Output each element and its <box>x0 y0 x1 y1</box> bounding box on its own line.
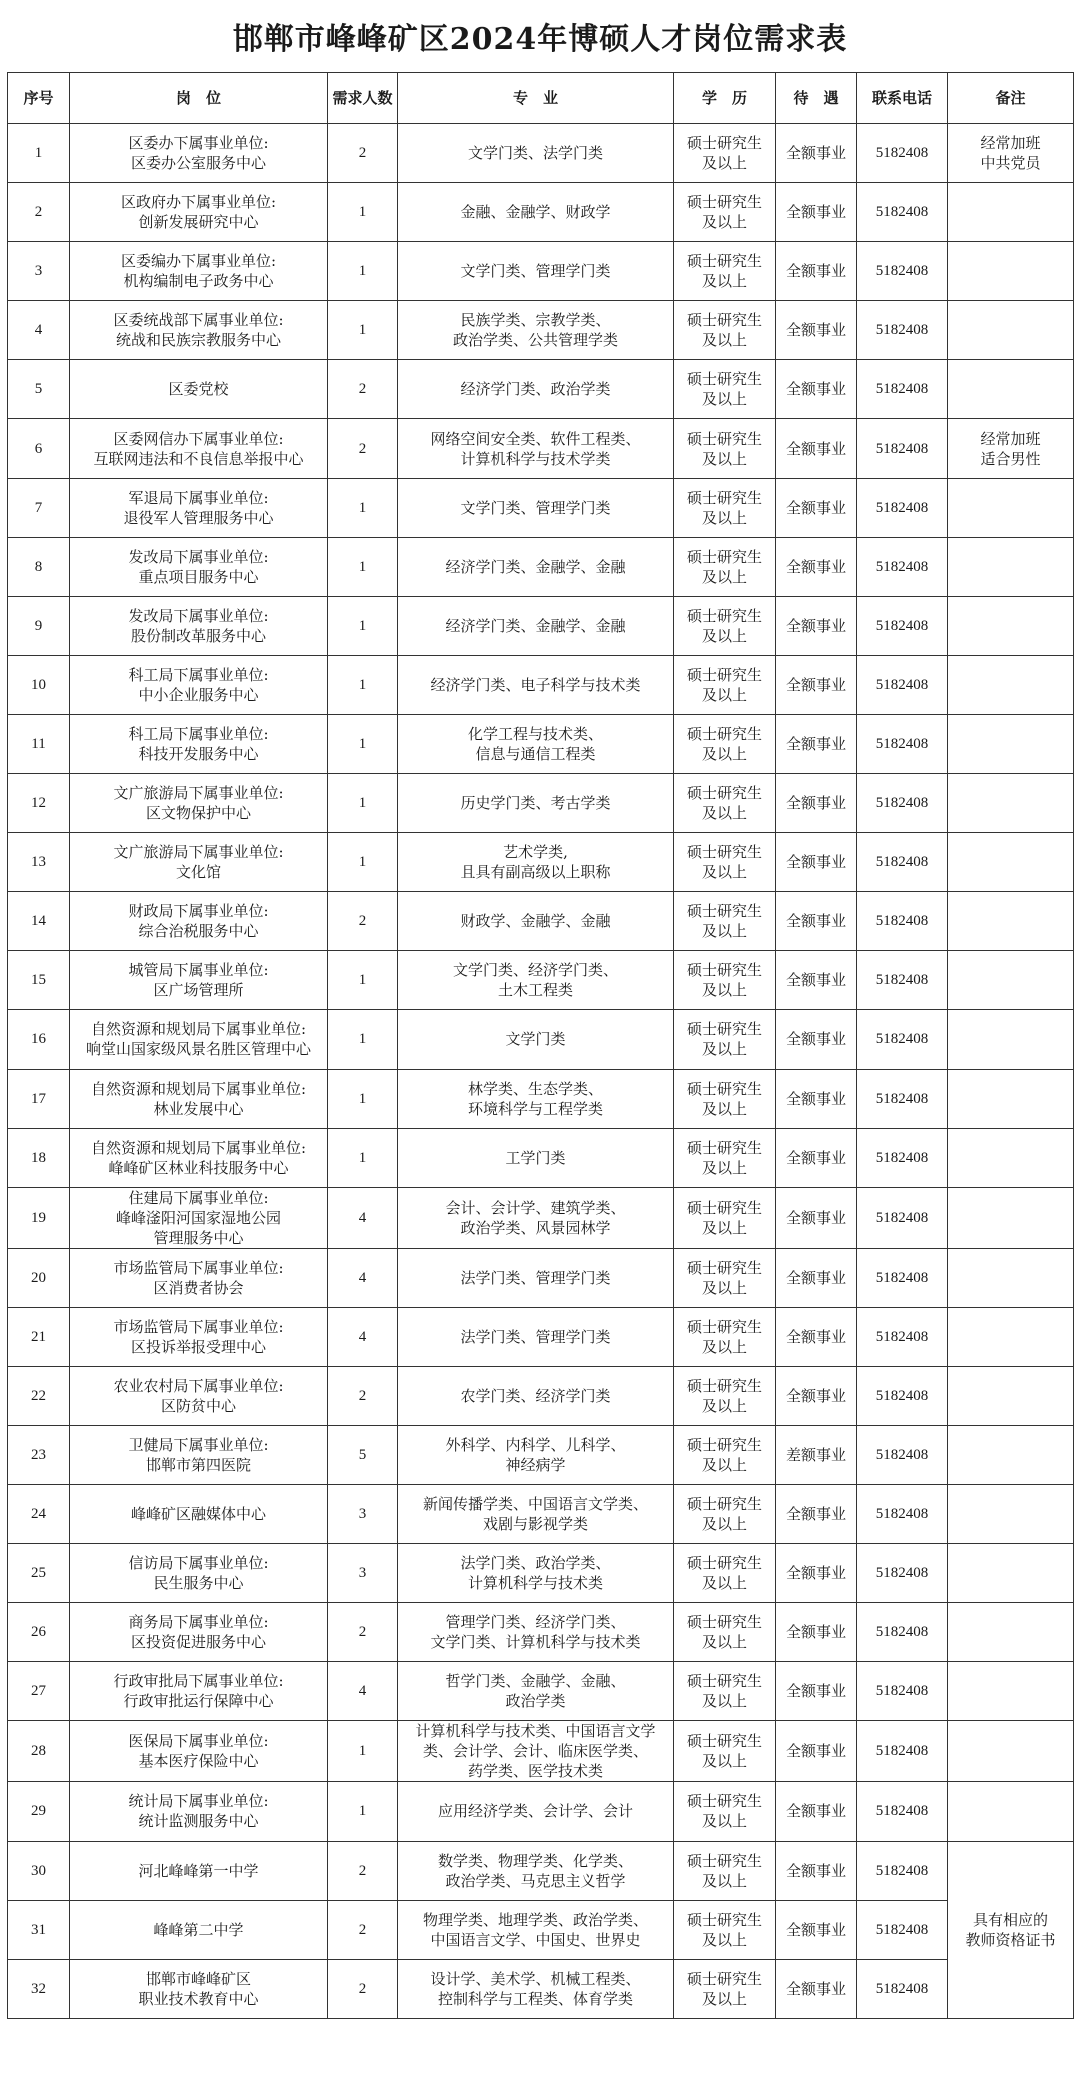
cell-major: 民族学类、宗教学类、 政治学类、公共管理学类 <box>398 301 674 360</box>
table-row <box>8 242 1074 301</box>
cell-phone: 5182408 <box>857 301 948 360</box>
table-header-row <box>8 73 1074 124</box>
cell-count: 1 <box>328 183 398 242</box>
cell-no: 21 <box>8 1307 70 1366</box>
cell-education: 硕士研究生 及以上 <box>674 655 776 714</box>
cell-phone: 5182408 <box>857 360 948 419</box>
cell-post: 河北峰峰第一中学 <box>70 1841 328 1900</box>
cell-pay: 全额事业 <box>776 1128 857 1187</box>
cell-post: 自然资源和规划局下属事业单位: 林业发展中心 <box>70 1069 328 1128</box>
cell-pay: 全额事业 <box>776 360 857 419</box>
cell-pay: 全额事业 <box>776 1544 857 1603</box>
cell-education: 硕士研究生 及以上 <box>674 833 776 892</box>
cell-post: 文广旅游局下属事业单位: 区文物保护中心 <box>70 774 328 833</box>
cell-major: 会计、会计学、建筑学类、 政治学类、风景园林学 <box>398 1187 674 1248</box>
cell-post: 区委编办下属事业单位: 机构编制电子政务中心 <box>70 242 328 301</box>
cell-phone: 5182408 <box>857 1900 948 1959</box>
table-row <box>8 478 1074 537</box>
cell-post: 信访局下属事业单位: 民生服务中心 <box>70 1544 328 1603</box>
cell-no: 12 <box>8 774 70 833</box>
table-row <box>8 1603 1074 1662</box>
cell-major: 计算机科学与技术类、中国语言文学 类、会计学、会计、临床医学类、 药学类、医学技术类 <box>398 1721 674 1782</box>
table-row <box>8 1248 1074 1307</box>
cell-phone: 5182408 <box>857 596 948 655</box>
cell-pay: 全额事业 <box>776 1782 857 1841</box>
cell-post: 财政局下属事业单位: 综合治税服务中心 <box>70 892 328 951</box>
table-row <box>8 1782 1074 1841</box>
cell-major: 艺术学类, 且具有副高级以上职称 <box>398 833 674 892</box>
cell-no: 24 <box>8 1485 70 1544</box>
cell-note-empty <box>948 1721 1074 1782</box>
cell-count: 2 <box>328 1841 398 1900</box>
table-row <box>8 301 1074 360</box>
cell-count: 2 <box>328 1959 398 2018</box>
cell-note-empty <box>948 655 1074 714</box>
table-row <box>8 1662 1074 1721</box>
cell-no: 20 <box>8 1248 70 1307</box>
cell-pay: 全额事业 <box>776 537 857 596</box>
cell-phone: 5182408 <box>857 183 948 242</box>
table-row <box>8 596 1074 655</box>
cell-education: 硕士研究生 及以上 <box>674 1187 776 1248</box>
cell-pay: 全额事业 <box>776 124 857 183</box>
cell-major: 农学门类、经济学门类 <box>398 1366 674 1425</box>
cell-education: 硕士研究生 及以上 <box>674 124 776 183</box>
cell-note-empty <box>948 360 1074 419</box>
table-row <box>8 1366 1074 1425</box>
cell-note-empty <box>948 892 1074 951</box>
cell-phone: 5182408 <box>857 1841 948 1900</box>
cell-post: 卫健局下属事业单位: 邯郸市第四医院 <box>70 1425 328 1484</box>
cell-pay: 全额事业 <box>776 1010 857 1069</box>
cell-education: 硕士研究生 及以上 <box>674 596 776 655</box>
cell-phone: 5182408 <box>857 1603 948 1662</box>
cell-education: 硕士研究生 及以上 <box>674 714 776 773</box>
table-row <box>8 655 1074 714</box>
cell-no: 26 <box>8 1603 70 1662</box>
cell-count: 1 <box>328 774 398 833</box>
header-phone: 联系电话 <box>857 73 948 124</box>
cell-no: 25 <box>8 1544 70 1603</box>
cell-note-empty <box>948 774 1074 833</box>
cell-count: 3 <box>328 1485 398 1544</box>
table-row <box>8 1959 1074 2018</box>
cell-count: 4 <box>328 1662 398 1721</box>
cell-education: 硕士研究生 及以上 <box>674 1544 776 1603</box>
cell-post: 住建局下属事业单位: 峰峰滏阳河国家湿地公园 管理服务中心 <box>70 1187 328 1248</box>
cell-phone: 5182408 <box>857 1782 948 1841</box>
header-post: 岗 位 <box>70 73 328 124</box>
cell-pay: 差额事业 <box>776 1425 857 1484</box>
cell-major: 法学门类、管理学门类 <box>398 1248 674 1307</box>
cell-count: 2 <box>328 360 398 419</box>
cell-phone: 5182408 <box>857 1128 948 1187</box>
cell-major: 经济学门类、金融学、金融 <box>398 596 674 655</box>
cell-pay: 全额事业 <box>776 1248 857 1307</box>
cell-education: 硕士研究生 及以上 <box>674 1900 776 1959</box>
header-note: 备注 <box>948 73 1074 124</box>
cell-note-empty <box>948 1782 1074 1841</box>
cell-no: 6 <box>8 419 70 478</box>
cell-pay: 全额事业 <box>776 892 857 951</box>
cell-count: 1 <box>328 596 398 655</box>
cell-count: 1 <box>328 833 398 892</box>
cell-phone: 5182408 <box>857 714 948 773</box>
cell-no: 30 <box>8 1841 70 1900</box>
cell-note-empty <box>948 1366 1074 1425</box>
cell-phone: 5182408 <box>857 892 948 951</box>
cell-major: 金融、金融学、财政学 <box>398 183 674 242</box>
cell-pay: 全额事业 <box>776 596 857 655</box>
cell-note: 经常加班 中共党员 <box>948 124 1074 183</box>
cell-no: 9 <box>8 596 70 655</box>
cell-note-empty <box>948 1662 1074 1721</box>
cell-no: 14 <box>8 892 70 951</box>
table-row <box>8 360 1074 419</box>
cell-education: 硕士研究生 及以上 <box>674 1366 776 1425</box>
cell-pay: 全额事业 <box>776 1662 857 1721</box>
cell-education: 硕士研究生 及以上 <box>674 537 776 596</box>
table-row <box>8 1187 1074 1248</box>
header-count: 需求人数 <box>328 73 398 124</box>
cell-major: 物理学类、地理学类、政治学类、 中国语言文学、中国史、世界史 <box>398 1900 674 1959</box>
cell-phone: 5182408 <box>857 951 948 1010</box>
cell-post: 自然资源和规划局下属事业单位: 响堂山国家级风景名胜区管理中心 <box>70 1010 328 1069</box>
cell-no: 7 <box>8 478 70 537</box>
table-row <box>8 124 1074 183</box>
cell-post: 城管局下属事业单位: 区广场管理所 <box>70 951 328 1010</box>
cell-major: 财政学、金融学、金融 <box>398 892 674 951</box>
cell-pay: 全额事业 <box>776 1366 857 1425</box>
cell-major: 设计学、美术学、机械工程类、 控制科学与工程类、体育学类 <box>398 1959 674 2018</box>
cell-note-empty <box>948 951 1074 1010</box>
cell-post: 峰峰第二中学 <box>70 1900 328 1959</box>
cell-education: 硕士研究生 及以上 <box>674 1721 776 1782</box>
cell-phone: 5182408 <box>857 1721 948 1782</box>
table-row <box>8 1544 1074 1603</box>
cell-education: 硕士研究生 及以上 <box>674 1307 776 1366</box>
position-table <box>7 72 1074 2019</box>
cell-note-empty <box>948 714 1074 773</box>
cell-phone: 5182408 <box>857 1187 948 1248</box>
cell-post: 科工局下属事业单位: 中小企业服务中心 <box>70 655 328 714</box>
cell-pay: 全额事业 <box>776 301 857 360</box>
cell-no: 17 <box>8 1069 70 1128</box>
cell-education: 硕士研究生 及以上 <box>674 1841 776 1900</box>
cell-note-empty <box>948 242 1074 301</box>
cell-phone: 5182408 <box>857 655 948 714</box>
cell-count: 2 <box>328 419 398 478</box>
cell-pay: 全额事业 <box>776 242 857 301</box>
cell-post: 农业农村局下属事业单位: 区防贫中心 <box>70 1366 328 1425</box>
cell-post: 发改局下属事业单位: 股份制改革服务中心 <box>70 596 328 655</box>
cell-major: 文学门类、管理学门类 <box>398 478 674 537</box>
cell-count: 1 <box>328 242 398 301</box>
cell-major: 文学门类、管理学门类 <box>398 242 674 301</box>
cell-count: 1 <box>328 655 398 714</box>
cell-education: 硕士研究生 及以上 <box>674 301 776 360</box>
cell-phone: 5182408 <box>857 1544 948 1603</box>
cell-note-empty <box>948 1187 1074 1248</box>
cell-pay: 全额事业 <box>776 1603 857 1662</box>
table-row <box>8 892 1074 951</box>
cell-count: 1 <box>328 537 398 596</box>
cell-phone: 5182408 <box>857 419 948 478</box>
cell-no: 29 <box>8 1782 70 1841</box>
table-row <box>8 1069 1074 1128</box>
table-row <box>8 833 1074 892</box>
cell-education: 硕士研究生 及以上 <box>674 360 776 419</box>
table-row <box>8 1425 1074 1484</box>
cell-count: 2 <box>328 1900 398 1959</box>
header-no: 序号 <box>8 73 70 124</box>
cell-post: 区委党校 <box>70 360 328 419</box>
cell-major: 经济学门类、金融学、金融 <box>398 537 674 596</box>
cell-pay: 全额事业 <box>776 714 857 773</box>
cell-phone: 5182408 <box>857 1307 948 1366</box>
cell-no: 22 <box>8 1366 70 1425</box>
cell-post: 医保局下属事业单位: 基本医疗保险中心 <box>70 1721 328 1782</box>
cell-note-empty <box>948 1128 1074 1187</box>
table-row <box>8 951 1074 1010</box>
cell-count: 1 <box>328 1128 398 1187</box>
cell-note-empty <box>948 478 1074 537</box>
cell-major: 哲学门类、金融学、金融、 政治学类 <box>398 1662 674 1721</box>
cell-note-empty <box>948 1307 1074 1366</box>
cell-pay: 全额事业 <box>776 655 857 714</box>
cell-pay: 全额事业 <box>776 1069 857 1128</box>
cell-post: 区政府办下属事业单位: 创新发展研究中心 <box>70 183 328 242</box>
cell-major: 林学类、生态学类、 环境科学与工程学类 <box>398 1069 674 1128</box>
cell-education: 硕士研究生 及以上 <box>674 1128 776 1187</box>
cell-phone: 5182408 <box>857 1366 948 1425</box>
cell-no: 11 <box>8 714 70 773</box>
table-row <box>8 774 1074 833</box>
cell-no: 4 <box>8 301 70 360</box>
cell-post: 行政审批局下属事业单位: 行政审批运行保障中心 <box>70 1662 328 1721</box>
cell-major: 文学门类、法学门类 <box>398 124 674 183</box>
cell-phone: 5182408 <box>857 1485 948 1544</box>
cell-no: 15 <box>8 951 70 1010</box>
cell-major: 网络空间安全类、软件工程类、 计算机科学与技术学类 <box>398 419 674 478</box>
cell-phone: 5182408 <box>857 537 948 596</box>
cell-count: 4 <box>328 1307 398 1366</box>
page-title: 邯郸市峰峰矿区2024年博硕人才岗位需求表 <box>232 22 848 57</box>
cell-post: 市场监管局下属事业单位: 区投诉举报受理中心 <box>70 1307 328 1366</box>
cell-education: 硕士研究生 及以上 <box>674 1959 776 2018</box>
table-body <box>8 124 1074 2019</box>
cell-count: 1 <box>328 1010 398 1069</box>
table-row <box>8 1841 1074 1900</box>
cell-post: 军退局下属事业单位: 退役军人管理服务中心 <box>70 478 328 537</box>
cell-count: 1 <box>328 951 398 1010</box>
cell-pay: 全额事业 <box>776 1187 857 1248</box>
cell-count: 3 <box>328 1544 398 1603</box>
cell-count: 1 <box>328 478 398 537</box>
cell-post: 区委办下属事业单位: 区委办公室服务中心 <box>70 124 328 183</box>
cell-count: 1 <box>328 714 398 773</box>
table-row <box>8 537 1074 596</box>
cell-phone: 5182408 <box>857 1010 948 1069</box>
cell-no: 3 <box>8 242 70 301</box>
cell-major: 法学门类、政治学类、 计算机科学与技术类 <box>398 1544 674 1603</box>
cell-pay: 全额事业 <box>776 774 857 833</box>
cell-post: 商务局下属事业单位: 区投资促进服务中心 <box>70 1603 328 1662</box>
cell-no: 23 <box>8 1425 70 1484</box>
cell-post: 区委网信办下属事业单位: 互联网违法和不良信息举报中心 <box>70 419 328 478</box>
cell-no: 18 <box>8 1128 70 1187</box>
cell-note: 经常加班 适合男性 <box>948 419 1074 478</box>
cell-no: 5 <box>8 360 70 419</box>
cell-count: 2 <box>328 1603 398 1662</box>
table-row <box>8 1721 1074 1782</box>
cell-education: 硕士研究生 及以上 <box>674 242 776 301</box>
header-major: 专 业 <box>398 73 674 124</box>
cell-count: 2 <box>328 124 398 183</box>
cell-phone: 5182408 <box>857 1425 948 1484</box>
cell-count: 4 <box>328 1248 398 1307</box>
cell-education: 硕士研究生 及以上 <box>674 1782 776 1841</box>
cell-major: 经济学门类、政治学类 <box>398 360 674 419</box>
cell-education: 硕士研究生 及以上 <box>674 1010 776 1069</box>
cell-post: 科工局下属事业单位: 科技开发服务中心 <box>70 714 328 773</box>
cell-count: 2 <box>328 1366 398 1425</box>
cell-pay: 全额事业 <box>776 1841 857 1900</box>
cell-note-empty <box>948 1069 1074 1128</box>
cell-count: 2 <box>328 892 398 951</box>
cell-major: 法学门类、管理学门类 <box>398 1307 674 1366</box>
cell-note-empty <box>948 1603 1074 1662</box>
cell-education: 硕士研究生 及以上 <box>674 1662 776 1721</box>
cell-pay: 全额事业 <box>776 1721 857 1782</box>
cell-phone: 5182408 <box>857 124 948 183</box>
table-row <box>8 1128 1074 1187</box>
cell-major: 新闻传播学类、中国语言文学类、 戏剧与影视学类 <box>398 1485 674 1544</box>
cell-no: 19 <box>8 1187 70 1248</box>
cell-major: 经济学门类、电子科学与技术类 <box>398 655 674 714</box>
table-row <box>8 183 1074 242</box>
cell-major: 应用经济学类、会计学、会计 <box>398 1782 674 1841</box>
cell-no: 16 <box>8 1010 70 1069</box>
cell-phone: 5182408 <box>857 1069 948 1128</box>
cell-major: 外科学、内科学、儿科学、 神经病学 <box>398 1425 674 1484</box>
cell-pay: 全额事业 <box>776 1900 857 1959</box>
cell-note-empty <box>948 1544 1074 1603</box>
cell-count: 1 <box>328 1721 398 1782</box>
cell-note-empty <box>948 833 1074 892</box>
cell-phone: 5182408 <box>857 1662 948 1721</box>
cell-post: 区委统战部下属事业单位: 统战和民族宗教服务中心 <box>70 301 328 360</box>
table-row <box>8 1485 1074 1544</box>
cell-phone: 5182408 <box>857 833 948 892</box>
cell-pay: 全额事业 <box>776 183 857 242</box>
cell-note-empty <box>948 301 1074 360</box>
cell-post: 统计局下属事业单位: 统计监测服务中心 <box>70 1782 328 1841</box>
cell-no: 2 <box>8 183 70 242</box>
cell-post: 邯郸市峰峰矿区 职业技术教育中心 <box>70 1959 328 2018</box>
cell-count: 1 <box>328 1069 398 1128</box>
cell-post: 自然资源和规划局下属事业单位: 峰峰矿区林业科技服务中心 <box>70 1128 328 1187</box>
cell-note-empty <box>948 1425 1074 1484</box>
table-row <box>8 714 1074 773</box>
cell-pay: 全额事业 <box>776 1307 857 1366</box>
cell-education: 硕士研究生 及以上 <box>674 892 776 951</box>
cell-education: 硕士研究生 及以上 <box>674 419 776 478</box>
cell-no: 28 <box>8 1721 70 1782</box>
cell-education: 硕士研究生 及以上 <box>674 1069 776 1128</box>
cell-no: 32 <box>8 1959 70 2018</box>
cell-note-empty <box>948 537 1074 596</box>
cell-no: 1 <box>8 124 70 183</box>
cell-post: 发改局下属事业单位: 重点项目服务中心 <box>70 537 328 596</box>
cell-major: 数学类、物理学类、化学类、 政治学类、马克思主义哲学 <box>398 1841 674 1900</box>
cell-post: 市场监管局下属事业单位: 区消费者协会 <box>70 1248 328 1307</box>
cell-note-teacher: 具有相应的 教师资格证书 <box>948 1841 1074 2018</box>
cell-education: 硕士研究生 及以上 <box>674 478 776 537</box>
cell-pay: 全额事业 <box>776 419 857 478</box>
cell-count: 4 <box>328 1187 398 1248</box>
cell-pay: 全额事业 <box>776 1959 857 2018</box>
cell-pay: 全额事业 <box>776 1485 857 1544</box>
cell-note-empty <box>948 1010 1074 1069</box>
cell-major: 管理学门类、经济学门类、 文学门类、计算机科学与技术类 <box>398 1603 674 1662</box>
cell-note-empty <box>948 1485 1074 1544</box>
cell-pay: 全额事业 <box>776 951 857 1010</box>
cell-no: 27 <box>8 1662 70 1721</box>
table-row <box>8 419 1074 478</box>
cell-phone: 5182408 <box>857 478 948 537</box>
cell-count: 5 <box>328 1425 398 1484</box>
header-education: 学 历 <box>674 73 776 124</box>
cell-major: 化学工程与技术类、 信息与通信工程类 <box>398 714 674 773</box>
cell-pay: 全额事业 <box>776 833 857 892</box>
cell-no: 13 <box>8 833 70 892</box>
cell-education: 硕士研究生 及以上 <box>674 1603 776 1662</box>
cell-phone: 5182408 <box>857 1248 948 1307</box>
cell-phone: 5182408 <box>857 1959 948 2018</box>
cell-pay: 全额事业 <box>776 478 857 537</box>
header-pay: 待 遇 <box>776 73 857 124</box>
cell-note-empty <box>948 1248 1074 1307</box>
cell-phone: 5182408 <box>857 242 948 301</box>
cell-note-empty <box>948 183 1074 242</box>
cell-no: 8 <box>8 537 70 596</box>
cell-no: 31 <box>8 1900 70 1959</box>
cell-education: 硕士研究生 及以上 <box>674 1248 776 1307</box>
cell-major: 历史学门类、考古学类 <box>398 774 674 833</box>
cell-education: 硕士研究生 及以上 <box>674 1425 776 1484</box>
table-row <box>8 1010 1074 1069</box>
cell-major: 工学门类 <box>398 1128 674 1187</box>
cell-phone: 5182408 <box>857 774 948 833</box>
cell-education: 硕士研究生 及以上 <box>674 774 776 833</box>
cell-note-empty <box>948 596 1074 655</box>
cell-major: 文学门类 <box>398 1010 674 1069</box>
cell-no: 10 <box>8 655 70 714</box>
cell-major: 文学门类、经济学门类、 土木工程类 <box>398 951 674 1010</box>
cell-count: 1 <box>328 301 398 360</box>
cell-education: 硕士研究生 及以上 <box>674 183 776 242</box>
table-row <box>8 1900 1074 1959</box>
cell-post: 峰峰矿区融媒体中心 <box>70 1485 328 1544</box>
cell-post: 文广旅游局下属事业单位: 文化馆 <box>70 833 328 892</box>
cell-education: 硕士研究生 及以上 <box>674 951 776 1010</box>
cell-count: 1 <box>328 1782 398 1841</box>
table-row <box>8 1307 1074 1366</box>
cell-education: 硕士研究生 及以上 <box>674 1485 776 1544</box>
